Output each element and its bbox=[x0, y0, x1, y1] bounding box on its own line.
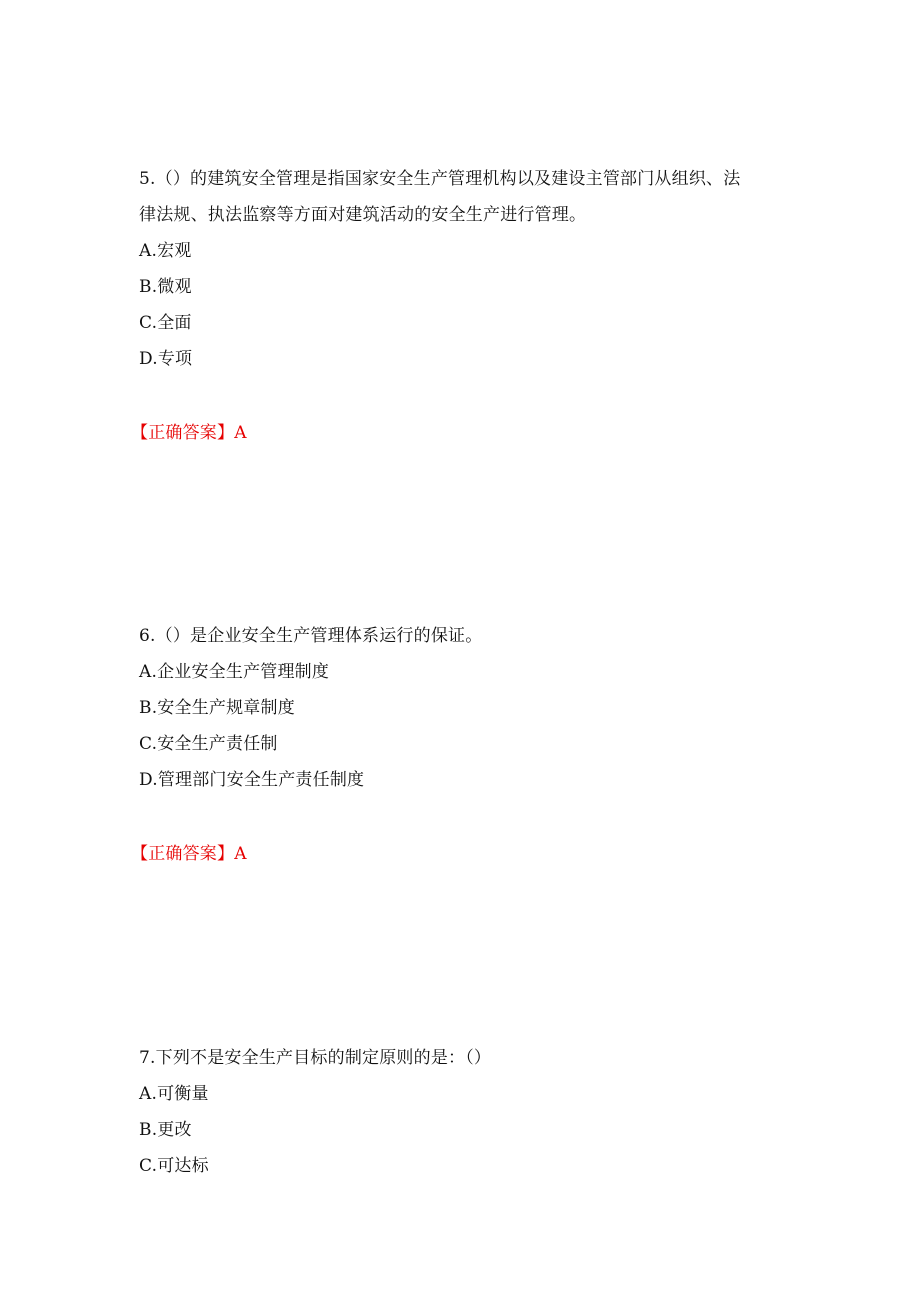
question-5-stem-line-1: 5.（）的建筑安全管理是指国家安全生产管理机构以及建设主管部门从组织、法 bbox=[139, 169, 741, 189]
question-7-stem-line-1: 7.下列不是安全生产目标的制定原则的是：（） bbox=[139, 1048, 492, 1068]
question-6-option-b: B.安全生产规章制度 bbox=[139, 698, 295, 718]
question-6-option-a: A.企业安全生产管理制度 bbox=[139, 662, 330, 682]
answer-value: A bbox=[234, 844, 247, 864]
answer-value: A bbox=[234, 423, 247, 443]
question-5-option-d: D.专项 bbox=[139, 349, 193, 369]
question-6-stem-line-1: 6.（）是企业安全生产管理体系运行的保证。 bbox=[139, 626, 483, 646]
question-6-answer bbox=[131, 843, 247, 865]
question-7-option-b: B.更改 bbox=[139, 1120, 192, 1140]
question-5-option-b: B.微观 bbox=[139, 277, 192, 297]
answer-label: 【正确答案】 bbox=[131, 423, 235, 443]
question-6-option-d: D.管理部门安全生产责任制度 bbox=[139, 770, 365, 790]
question-5-answer bbox=[131, 422, 247, 444]
answer-label: 【正确答案】 bbox=[131, 844, 235, 864]
question-5-option-c: C.全面 bbox=[139, 313, 192, 333]
question-6-option-c: C.安全生产责任制 bbox=[139, 734, 278, 754]
question-7-option-a: A.可衡量 bbox=[139, 1084, 209, 1104]
question-7-option-c: C.可达标 bbox=[139, 1156, 209, 1176]
question-5-option-a: A.宏观 bbox=[139, 241, 192, 261]
question-5-stem-line-2: 律法规、执法监察等方面对建筑活动的安全生产进行管理。 bbox=[139, 205, 587, 225]
